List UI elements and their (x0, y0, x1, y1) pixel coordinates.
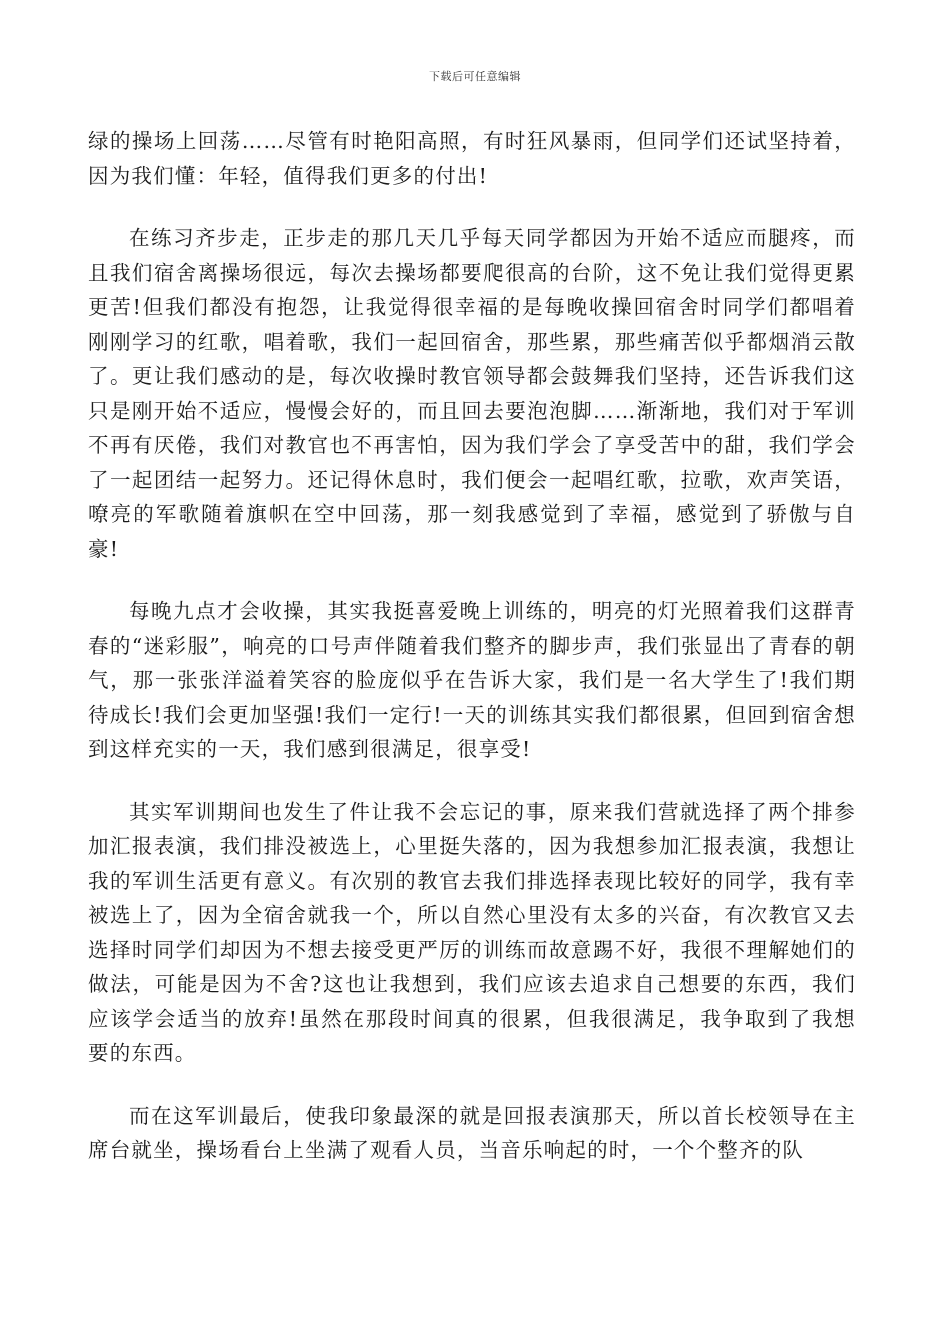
document-body (88, 124, 856, 1196)
paragraph-2: 在练习齐步走，正步走的那几天几乎每天同学都因为开始不适应而腿疼，而且我们宿舍离操场很远，每次去操场都要爬很高的台阶，这不免让我们觉得更累更苦!但我们都没有抱怨，让我觉得很幸福的是每晚收操回宿舍时同学们都唱着刚刚学习的红歌，唱着歌，我们一起回宿舍，那些累，那些痛苦似乎都烟消云散了。更让我们感动的是，每次收操时教官领导都会鼓舞我们坚持，还告诉我们这只是刚开始不适应，慢慢会好的，而且回去要泡泡脚……渐渐地，我们对于军训不再有厌倦，我们对教官也不再害怕，因为我们学会了享受苦中的甜，我们学会了一起团结一起努力。还记得休息时，我们便会一起唱红歌，拉歌，欢声笑语，嘹亮的军歌随着旗帜在空中回荡，那一刻我感觉到了幸福，感觉到了骄傲与自豪! (88, 226, 856, 561)
paragraph-1: 绿的操场上回荡……尽管有时艳阳高照，有时狂风暴雨，但同学们还试坚持着，因为我们懂：年轻，值得我们更多的付出! (88, 129, 856, 188)
paragraph-5: 而在这军训最后，使我印象最深的就是回报表演那天，所以首长校领导在主席台就坐，操场看台上坐满了观看人员，当音乐响起的时，一个个整齐的队 (88, 1103, 856, 1162)
page-header-note: 下载后可任意编辑 (429, 70, 521, 83)
paragraph-3: 每晚九点才会收操，其实我挺喜爱晚上训练的，明亮的灯光照着我们这群青春的“迷彩服”，响亮的口号声伴随着我们整齐的脚步声，我们张显出了青春的朝气，那一张张洋溢着笑容的脸庞似乎在告诉大家，我们是一名大学生了!我们期待成长!我们会更加坚强!我们一定行!一天的训练其实我们都很累，但回到宿舍想到这样充实的一天，我们感到很满足，很享受! (88, 599, 856, 761)
paragraph-4: 其实军训期间也发生了件让我不会忘记的事，原来我们营就选择了两个排参加汇报表演，我们排没被选上，心里挺失落的，因为我想参加汇报表演，我想让我的军训生活更有意义。有次别的教官去我们排选择表现比较好的同学，我有幸被选上了，因为全宿舍就我一个，所以自然心里没有太多的兴奋，有次教官又去选择时同学们却因为不想去接受更严厉的训练而故意踢不好，我很不理解她们的做法，可能是因为不舍?这也让我想到，我们应该去追求自己想要的东西，我们应该学会适当的放弃!虽然在那段时间真的很累，但我很满足，我争取到了我想要的东西。 (88, 799, 856, 1065)
